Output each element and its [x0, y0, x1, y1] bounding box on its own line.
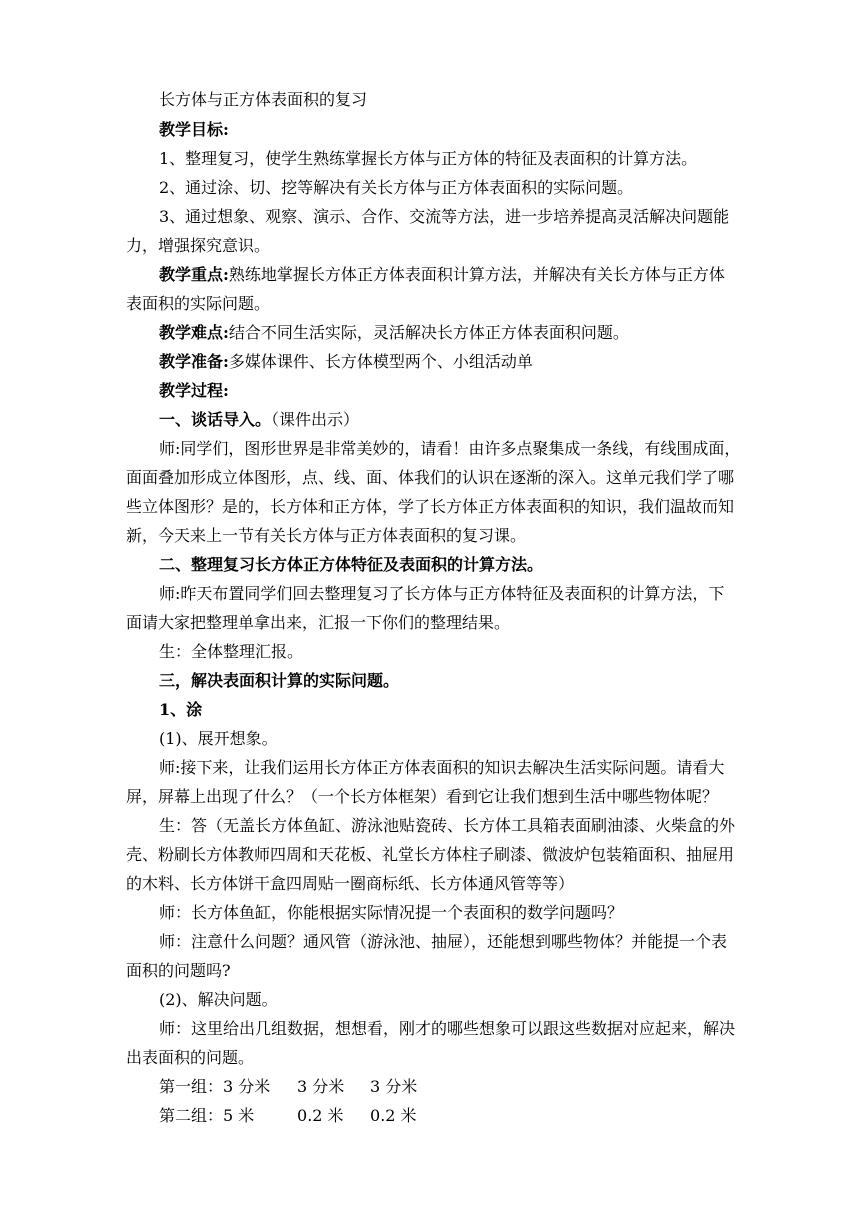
section1-paragraph-line: 师:同学们，图形世界是非常美妙的，请看！由许多点聚集成一条线，有线围成面， [159, 439, 741, 458]
data-group-value: 0.2 米 [370, 1106, 417, 1125]
document-title: 长方体与正方体表面积的复习 [159, 90, 368, 109]
section1-heading: 一、谈话导入。 [159, 410, 272, 429]
section2-heading: 二、整理复习长方体正方体特征及表面积的计算方法。 [159, 555, 544, 574]
process-heading: 教学过程: [159, 381, 229, 400]
section1-paragraph-line: 些立体图形？是的，长方体和正方体，学了长方体正方体表面积的知识，我们温故而知 [126, 497, 735, 516]
section1-note: （课件出示） [271, 410, 360, 429]
section2-paragraph-line: 生：全体整理汇报。 [159, 642, 304, 661]
section2-paragraph-line: 师:昨天布置同学们回去整理复习了长方体与正方体特征及表面积的计算方法，下 [159, 584, 725, 603]
objective-item: 2、通过涂、切、挖等解决有关长方体与正方体表面积的实际问题。 [159, 178, 634, 197]
objectives-heading: 教学目标: [159, 120, 229, 139]
section3-sub1-heading: 1、涂 [159, 700, 203, 719]
data-group-value: 5 米 [223, 1106, 255, 1125]
key-points-label: 教学重点: [159, 265, 229, 284]
section3-paragraph-line: 屏，屏幕上出现了什么？（一个长方体框架）看到它让我们想到生活中哪些物体呢？ [126, 787, 719, 806]
data-group-row [159, 1106, 417, 1126]
preparation-paragraph [159, 352, 533, 372]
section3-heading: 三，解决表面积计算的实际问题。 [159, 671, 400, 690]
section3-paragraph-line: 师：注意什么问题？通风管（游泳池、抽屉），还能想到哪些物体？并能提一个表 [159, 932, 728, 951]
section3-paragraph-line: 壳、粉刷长方体教师四周和天花板、礼堂长方体柱子刷漆、微波炉包装箱面积、抽屉用 [126, 845, 735, 864]
section1-heading-line [159, 410, 359, 430]
data-group-value: 3 分米 [223, 1077, 271, 1096]
section3-paragraph-line: 师：这里给出几组数据，想想看，刚才的哪些想象可以跟这些数据对应起来，解决 [159, 1019, 736, 1038]
difficulty-label: 教学难点: [159, 323, 229, 342]
section3-paragraph-line: 面积的问题吗? [126, 961, 231, 980]
data-group-value: 3 分米 [297, 1077, 345, 1096]
difficulty-text: 结合不同生活实际，灵活解决长方体正方体表面积问题。 [228, 323, 629, 342]
section1-paragraph-line: 新，今天来上一节有关长方体与正方体表面积的复习课。 [126, 526, 527, 545]
key-points-text: 熟练地掌握长方体正方体表面积计算方法，并解决有关长方体与正方体 [228, 265, 725, 284]
objective-item-continued: 力，增强探究意识。 [126, 236, 271, 255]
section3-paragraph-line: 的木料、长方体饼干盒四周贴一圈商标纸、长方体通风管等等） [126, 874, 575, 893]
objective-item: 3、通过想象、观察、演示、合作、交流等方法，进一步培养提高灵活解决问题能 [159, 207, 730, 226]
section3-paragraph-line: 师：长方体鱼缸，你能根据实际情况提一个表面积的数学问题吗？ [159, 903, 624, 922]
section1-paragraph-line: 面面叠加形成立体图形，点、线、面、体我们的认识在逐渐的深入。这单元我们学了哪 [126, 468, 735, 487]
key-points-text-continued: 表面积的实际问题。 [126, 294, 271, 313]
data-group-label: 第一组： [159, 1077, 224, 1096]
section3-step2: (2)、解决问题。 [159, 990, 278, 1009]
section3-paragraph-line: 生：答（无盖长方体鱼缸、游泳池贴瓷砖、长方体工具箱表面刷油漆、火柴盒的外 [159, 816, 736, 835]
preparation-text: 多媒体课件、长方体模型两个、小组活动单 [228, 352, 533, 371]
objective-item: 1、整理复习，使学生熟练掌握长方体与正方体的特征及表面积的计算方法。 [159, 149, 698, 168]
section3-paragraph-line: 出表面积的问题。 [126, 1048, 255, 1067]
section3-step1: (1)、展开想象。 [159, 729, 278, 748]
data-group-label: 第二组： [159, 1106, 224, 1125]
data-group-value: 3 分米 [370, 1077, 418, 1096]
data-group-row [159, 1077, 417, 1097]
data-group-value: 0.2 米 [297, 1106, 344, 1125]
section3-paragraph-line: 师:接下来，让我们运用长方体正方体表面积的知识去解决生活实际问题。请看大 [159, 758, 725, 777]
difficulty-paragraph [159, 323, 629, 343]
preparation-label: 教学准备: [159, 352, 229, 371]
key-points-paragraph [159, 265, 725, 285]
section2-paragraph-line: 面请大家把整理单拿出来，汇报一下你们的整理结果。 [126, 613, 511, 632]
